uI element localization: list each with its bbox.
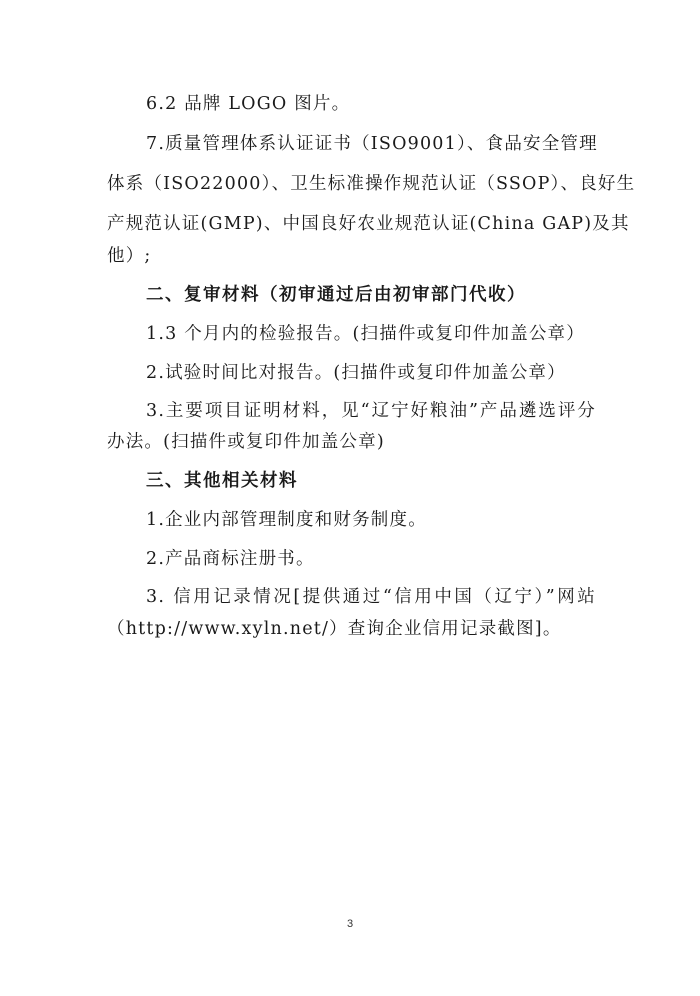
other-item-2: 2.产品商标注册书。 (146, 549, 315, 569)
review-item-1: 1.3 个月内的检验报告。(扫描件或复印件加盖公章） (146, 324, 585, 344)
page-number: 3 (346, 918, 354, 930)
item-7-certifications-line-1: 7.质量管理体系认证证书（ISO9001）、食品安全管理 (146, 134, 598, 154)
other-item-3-line-1: 3. 信用记录情况[提供通过“信用中国（辽宁）”网站 (146, 587, 596, 607)
item-7-certifications-line-4: 他）; (107, 246, 152, 266)
section-heading-other-materials: 三、其他相关材料 (146, 471, 298, 491)
section-heading-review-materials: 二、复审材料（初审通过后由初审部门代收） (146, 285, 526, 305)
other-item-1: 1.企业内部管理制度和财务制度。 (146, 510, 427, 530)
review-item-3-line-2: 办法。(扫描件或复印件加盖公章) (107, 432, 385, 452)
review-item-2: 2.试验时间比对报告。(扫描件或复印件加盖公章） (146, 363, 566, 383)
review-item-3-line-1: 3.主要项目证明材料，见“辽宁好粮油”产品遴选评分 (146, 401, 596, 421)
item-7-certifications-line-2: 体系（ISO22000）、卫生标准操作规范认证（SSOP）、良好生 (107, 174, 636, 194)
other-item-3-line-2: （http://www.xyln.net/）查询企业信用记录截图]。 (107, 619, 562, 639)
item-6-2-brand-logo: 6.2 品牌 LOGO 图片。 (146, 94, 351, 114)
item-7-certifications-line-3: 产规范认证(GMP)、中国良好农业规范认证(China GAP)及其 (107, 214, 630, 234)
